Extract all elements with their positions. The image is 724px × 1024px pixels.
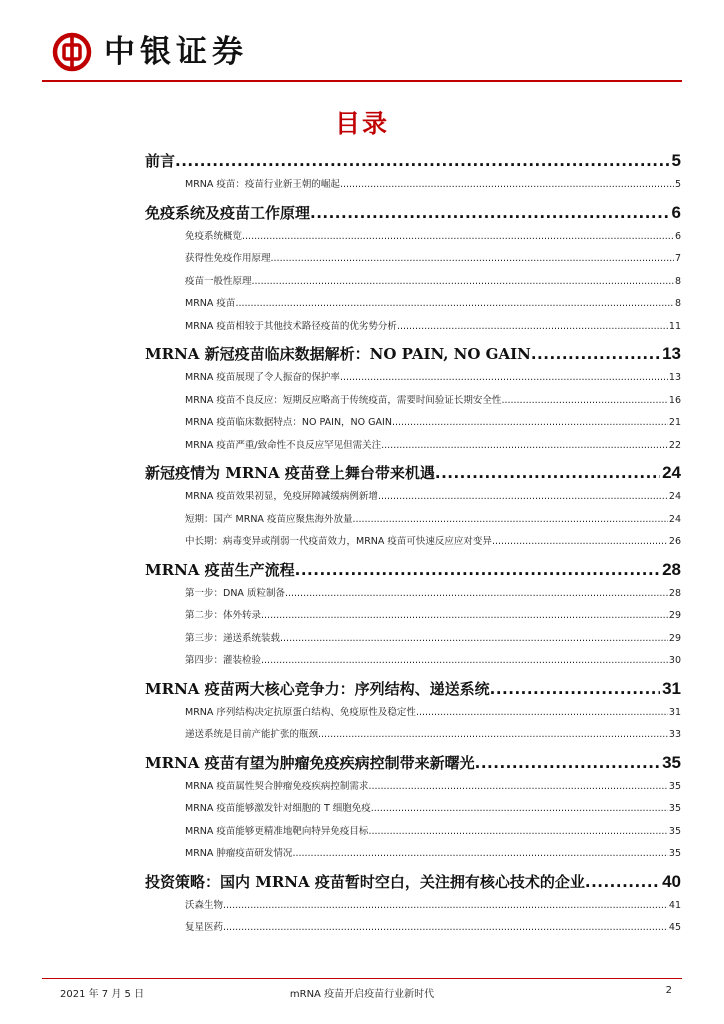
page-header xyxy=(52,30,692,74)
toc-section-page: 6 xyxy=(671,202,681,222)
toc-section-page: 5 xyxy=(671,151,681,170)
toc-entry-page: 8 xyxy=(674,275,681,287)
toc-entry[interactable] xyxy=(145,800,681,823)
toc-section-title: 免疫系统及疫苗工作原理 xyxy=(145,203,311,222)
toc-entry-page: 8 xyxy=(674,298,681,309)
toc-entry-title: MRNA 疫苗属性契合肿瘤免疫疾病控制需求 xyxy=(185,780,369,792)
toc-entry-title: MRNA 疫苗 xyxy=(185,298,236,309)
toc-section[interactable] xyxy=(145,871,681,897)
toc-leader-dots xyxy=(340,372,668,383)
toc-entry-page: 29 xyxy=(668,632,681,644)
toc-section-title: MRNA 疫苗有望为肿瘤免疫疾病控制带来新曙光 xyxy=(145,753,475,772)
toc-leader-dots xyxy=(378,491,668,502)
toc-entry-title: 复星医药 xyxy=(185,922,224,933)
toc-entry-title: MRNA 疫苗临床数据特点：NO PAIN，NO GAIN xyxy=(185,417,392,428)
toc-leader-dots xyxy=(261,610,668,621)
toc-entry[interactable] xyxy=(145,897,681,920)
toc-leader-dots xyxy=(292,848,667,859)
toc-entry[interactable] xyxy=(145,392,681,415)
toc-leader-dots xyxy=(371,803,668,814)
toc-entry-page: 21 xyxy=(668,417,681,428)
toc-leader-dots xyxy=(223,900,668,911)
toc-leader-dots xyxy=(381,440,668,451)
toc-entry-page: 22 xyxy=(668,439,681,451)
toc-leader-dots xyxy=(531,345,660,363)
toc-leader-dots xyxy=(416,707,668,718)
toc-entry[interactable] xyxy=(145,318,681,341)
toc-entry-page: 13 xyxy=(668,372,681,383)
toc-section-title: 前言 xyxy=(145,152,176,170)
toc-leader-dots xyxy=(397,321,668,332)
toc-entry[interactable] xyxy=(145,630,681,653)
toc-title: 目录 xyxy=(334,109,389,138)
toc-entry-title: 免疫系统概览 xyxy=(185,230,243,242)
toc-section-page: 28 xyxy=(662,559,681,579)
toc-leader-dots xyxy=(490,680,660,698)
brand-name: 中银证券 xyxy=(104,34,248,70)
toc-section[interactable] xyxy=(145,678,681,704)
toc-entry[interactable] xyxy=(145,414,681,437)
toc-entry[interactable] xyxy=(145,845,681,868)
toc-entry-title: MRNA 疫苗相较于其他技术路径疫苗的优劣势分析 xyxy=(185,320,397,332)
toc-entry-title: 第一步：DNA 质粒制备 xyxy=(185,587,285,599)
toc-leader-dots xyxy=(340,179,674,190)
toc-entry[interactable] xyxy=(145,726,681,749)
footer-page-number: 2 xyxy=(665,985,672,996)
toc-entry-page: 41 xyxy=(668,899,681,911)
toc-leader-dots xyxy=(492,536,668,547)
toc-entry-title: 中长期：病毒变异或削弱一代疫苗效力，MRNA 疫苗可快速反应应对变异 xyxy=(185,536,492,547)
toc-section[interactable] xyxy=(145,462,681,488)
toc-entry-title: MRNA 疫苗效果初显，免疫屏障减缓病例新增 xyxy=(185,491,378,502)
toc-entry-page: 16 xyxy=(668,394,681,406)
toc-entry[interactable] xyxy=(145,369,681,392)
toc-section-page: 35 xyxy=(662,752,681,772)
toc-leader-dots xyxy=(585,873,660,891)
toc-entry-page: 6 xyxy=(674,230,681,242)
toc-entry-page: 35 xyxy=(668,825,681,837)
toc-entry-title: MRNA 疫苗能够激发针对细胞的 T 细胞免疫 xyxy=(185,803,371,814)
toc-leader-dots xyxy=(175,152,670,170)
toc-entry-title: 疫苗一般性原理 xyxy=(185,275,252,287)
toc-leader-dots xyxy=(295,561,660,579)
toc-section[interactable] xyxy=(145,752,681,778)
toc-entry-title: 获得性免疫作用原理 xyxy=(185,253,271,264)
toc-entry[interactable] xyxy=(145,295,681,318)
toc-entry-title: MRNA 疫苗能够更精准地靶向特异免疫目标 xyxy=(185,825,369,837)
bank-of-china-logo-icon xyxy=(52,32,92,72)
toc-entry-page: 35 xyxy=(668,848,681,859)
toc-entry[interactable] xyxy=(145,585,681,608)
toc-entry-title: MRNA 疫苗严重/致命性不良反应罕见但需关注 xyxy=(185,439,382,451)
toc-leader-dots xyxy=(368,781,667,792)
footer-date: 2021 年 7 月 5 日 xyxy=(60,989,145,1000)
toc-entry[interactable] xyxy=(145,273,681,296)
toc-entry-title: MRNA 疫苗不良反应：短期反应略高于传统疫苗，需要时间验证长期安全性 xyxy=(185,394,502,406)
toc-section[interactable] xyxy=(145,150,681,176)
toc-section[interactable] xyxy=(145,343,681,369)
toc-entry-page: 33 xyxy=(668,729,681,740)
toc-entry-page: 24 xyxy=(668,491,681,502)
toc-entry-page: 7 xyxy=(674,253,681,264)
toc-entry-page: 5 xyxy=(674,179,681,190)
toc-section-page: 24 xyxy=(662,463,681,482)
toc-entry-page: 26 xyxy=(668,536,681,547)
toc-section-page: 13 xyxy=(662,344,681,363)
toc-leader-dots xyxy=(310,204,670,222)
toc-entry-page: 35 xyxy=(668,803,681,814)
toc-entry[interactable] xyxy=(145,652,681,675)
header-divider xyxy=(42,80,682,82)
toc-entry[interactable] xyxy=(145,704,681,727)
toc-entry[interactable] xyxy=(145,919,681,942)
toc-entry[interactable] xyxy=(145,250,681,273)
footer-divider xyxy=(42,978,682,979)
toc-leader-dots xyxy=(235,298,674,309)
toc-leader-dots xyxy=(285,588,668,599)
toc-entry[interactable] xyxy=(145,823,681,846)
toc-entry[interactable] xyxy=(145,533,681,556)
toc-entry-page: 45 xyxy=(668,922,681,933)
toc-entry[interactable] xyxy=(145,778,681,801)
toc-entry-title: MRNA 序列结构决定抗原蛋白结构、免疫原性及稳定性 xyxy=(185,706,416,718)
toc-entry[interactable] xyxy=(145,488,681,511)
toc-entry-title: MRNA 肿瘤疫苗研发情况 xyxy=(185,848,293,859)
toc-section-title: MRNA 疫苗两大核心竞争力：序列结构、递送系统 xyxy=(145,679,490,698)
toc-entry-page: 35 xyxy=(668,780,681,792)
toc-entry-title: 第二步：体外转录 xyxy=(185,610,262,621)
toc-entry-title: 沃森生物 xyxy=(185,899,224,911)
footer-report-title: mRNA 疫苗开启疫苗行业新时代 xyxy=(289,989,435,1000)
toc-entry-page: 30 xyxy=(668,655,681,666)
toc-entry-page: 11 xyxy=(668,320,681,332)
toc-leader-dots xyxy=(223,922,668,933)
toc-section-page: 31 xyxy=(662,678,681,698)
toc-leader-dots xyxy=(368,826,667,837)
toc-entry[interactable] xyxy=(145,437,681,460)
toc-entry-title: MRNA 疫苗展现了令人振奋的保护率 xyxy=(185,372,340,383)
toc-leader-dots xyxy=(318,729,668,740)
toc-entry-title: 递送系统是目前产能扩张的瓶颈 xyxy=(185,729,319,740)
toc-entry-page: 31 xyxy=(668,706,681,718)
toc-entry[interactable] xyxy=(145,228,681,251)
toc-leader-dots xyxy=(280,633,668,644)
toc-entry-title: 短期：国产 MRNA 疫苗应聚焦海外放量 xyxy=(185,513,353,525)
toc-entry-title: MRNA 疫苗：疫苗行业新王朝的崛起 xyxy=(185,179,340,190)
table-of-contents xyxy=(145,150,681,942)
toc-section-title: 新冠疫情为 MRNA 疫苗登上舞台带来机遇 xyxy=(145,464,435,482)
toc-entry[interactable] xyxy=(145,511,681,534)
toc-leader-dots xyxy=(352,514,667,525)
toc-entry[interactable] xyxy=(145,607,681,630)
toc-leader-dots xyxy=(242,231,674,242)
toc-entry-page: 29 xyxy=(668,610,681,621)
toc-leader-dots xyxy=(252,276,674,287)
toc-entry-title: 第四步：灌装检验 xyxy=(185,655,262,666)
toc-section-title: MRNA 疫苗生产流程 xyxy=(145,560,295,579)
toc-section-title: MRNA 新冠疫苗临床数据解析：NO PAIN, NO GAIN xyxy=(145,345,531,363)
toc-section[interactable] xyxy=(145,202,681,228)
toc-section-title: 投资策略：国内 MRNA 疫苗暂时空白，关注拥有核心技术的企业 xyxy=(145,872,585,891)
toc-section[interactable] xyxy=(145,559,681,585)
toc-entry[interactable] xyxy=(145,176,681,199)
toc-leader-dots xyxy=(392,417,668,428)
toc-entry-page: 24 xyxy=(668,513,681,525)
toc-leader-dots xyxy=(501,395,667,406)
toc-leader-dots xyxy=(261,655,668,666)
toc-leader-dots xyxy=(475,754,660,772)
toc-entry-page: 28 xyxy=(668,587,681,599)
toc-entry-title: 第三步：递送系统装载 xyxy=(185,632,281,644)
toc-section-page: 40 xyxy=(662,871,681,891)
toc-leader-dots xyxy=(435,464,660,482)
toc-leader-dots xyxy=(271,253,674,264)
